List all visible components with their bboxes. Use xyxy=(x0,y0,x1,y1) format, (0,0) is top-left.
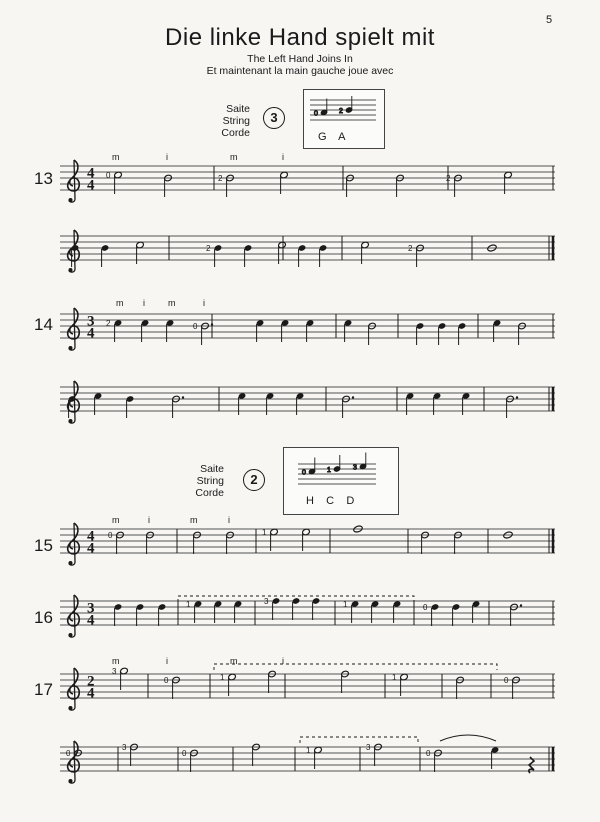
finger-i: i xyxy=(282,152,284,162)
note xyxy=(193,322,213,345)
fingering-number: 1 xyxy=(186,600,191,609)
fingering-number: 0 xyxy=(426,749,431,758)
fingering-number: 1 xyxy=(306,746,311,755)
time-signature-bottom: 4 xyxy=(87,685,95,702)
time-signature-top: 4 xyxy=(87,165,95,182)
note xyxy=(296,392,305,415)
note xyxy=(343,600,359,623)
note xyxy=(136,241,145,264)
fingering-number: 3 xyxy=(122,743,127,752)
note-diagram-staff-2 xyxy=(298,453,376,485)
note xyxy=(392,673,408,696)
note xyxy=(302,528,311,551)
string-label-fr: Corde xyxy=(221,127,250,139)
note xyxy=(266,392,275,415)
string-label-de: Saite xyxy=(200,463,224,475)
note xyxy=(94,392,103,415)
note xyxy=(438,322,447,345)
fingering-number: 2 xyxy=(408,244,413,253)
note xyxy=(371,600,380,623)
note xyxy=(220,673,236,696)
time-signature-top: 3 xyxy=(87,600,95,617)
time-signature-top: 4 xyxy=(87,528,95,545)
time-signature-top: 3 xyxy=(87,313,95,330)
note xyxy=(158,603,167,626)
exercise-number-17: 17 xyxy=(34,680,53,699)
time-signature-bottom: 4 xyxy=(87,540,95,557)
finger-i: i xyxy=(203,298,205,308)
finger-i: i xyxy=(166,656,168,666)
note xyxy=(182,749,198,772)
string-label-de: Saite xyxy=(226,103,250,115)
subtitle-english: The Left Hand Joins In xyxy=(247,53,353,65)
note xyxy=(344,319,353,342)
note xyxy=(292,597,301,620)
fingering-number: 0 xyxy=(193,322,198,331)
note xyxy=(433,392,442,415)
note xyxy=(186,600,202,623)
note xyxy=(306,746,322,769)
note xyxy=(493,319,502,342)
note xyxy=(504,171,513,194)
note xyxy=(112,667,128,690)
note xyxy=(458,322,467,345)
page-number: 5 xyxy=(546,14,553,26)
subtitle-french: Et maintenant la main gauche joue avec xyxy=(206,65,394,77)
finger-m: m xyxy=(112,515,120,525)
fingering-number: 1 xyxy=(327,467,331,474)
time-signature-bottom: 4 xyxy=(87,177,95,194)
fingering-number: 3 xyxy=(353,464,357,472)
position-bracket xyxy=(214,664,497,670)
note xyxy=(136,603,145,626)
note xyxy=(108,531,124,554)
fingering-number: 2 xyxy=(218,174,223,183)
fingering-number: 1 xyxy=(220,673,225,682)
note xyxy=(416,322,425,345)
note xyxy=(166,319,175,342)
note xyxy=(312,597,321,620)
note xyxy=(234,600,243,623)
note xyxy=(262,528,278,551)
note xyxy=(278,241,287,264)
finger-i: i xyxy=(282,656,284,666)
exercise-number-15: 15 xyxy=(34,536,53,555)
note xyxy=(491,746,500,769)
note xyxy=(122,743,138,766)
fingering-number: 0 xyxy=(164,676,169,685)
fingering-number: 0 xyxy=(106,171,111,180)
string-number-2: 2 xyxy=(243,469,265,491)
exercise-number-14: 14 xyxy=(34,315,53,334)
time-signature-bottom: 4 xyxy=(87,325,95,342)
note-diagram-staff-1 xyxy=(310,96,376,120)
exercise-number-13: 13 xyxy=(34,169,53,188)
fingering-number: 1 xyxy=(343,600,348,609)
finger-m: m xyxy=(112,152,120,162)
string-label-en: String xyxy=(222,115,250,127)
note xyxy=(264,597,280,620)
fingering-number: 2 xyxy=(446,174,451,183)
note xyxy=(164,676,180,699)
tie xyxy=(440,735,496,741)
fingering-number: 1 xyxy=(392,673,397,682)
note xyxy=(366,743,382,766)
string-number-3: 3 xyxy=(263,107,285,129)
note xyxy=(106,319,122,342)
note xyxy=(106,171,122,194)
finger-i: i xyxy=(166,152,168,162)
note xyxy=(141,319,150,342)
note xyxy=(408,244,424,267)
note xyxy=(126,395,135,418)
fingering-number: 0 xyxy=(302,469,306,477)
fingering-number: 1 xyxy=(262,528,267,537)
note xyxy=(101,244,110,267)
note xyxy=(319,244,328,267)
fingering-number: 3 xyxy=(264,597,269,606)
note xyxy=(206,244,222,267)
finger-i: i xyxy=(143,298,145,308)
time-signature-bottom: 4 xyxy=(87,612,95,629)
fingering-number: 2 xyxy=(206,244,211,253)
fingering-number: 0 xyxy=(504,676,509,685)
note xyxy=(114,603,123,626)
exercise-number-16: 16 xyxy=(34,608,53,627)
note xyxy=(462,392,471,415)
fingering-number: 0 xyxy=(182,749,187,758)
position-bracket xyxy=(300,737,418,743)
note xyxy=(423,603,439,626)
finger-m: m xyxy=(168,298,176,308)
finger-m: m xyxy=(230,152,238,162)
fingering-number: 3 xyxy=(366,743,371,752)
fingering-number: 0 xyxy=(108,531,113,540)
finger-m: m xyxy=(230,656,238,666)
finger-m: m xyxy=(112,656,120,666)
note xyxy=(280,171,289,194)
note-names-2: H C D xyxy=(306,495,355,507)
note xyxy=(452,603,461,626)
note xyxy=(361,241,370,264)
note xyxy=(298,244,307,267)
note-names-1: G A xyxy=(318,131,346,143)
note xyxy=(306,319,315,342)
note xyxy=(472,600,481,623)
finger-i: i xyxy=(148,515,150,525)
finger-m: m xyxy=(116,298,124,308)
note xyxy=(504,676,520,699)
note xyxy=(244,244,253,267)
note xyxy=(238,392,247,415)
fingering-number: 0 xyxy=(423,603,428,612)
note xyxy=(214,600,223,623)
note xyxy=(393,600,402,623)
note xyxy=(256,319,265,342)
note xyxy=(426,749,442,772)
string-label-en: String xyxy=(196,475,224,487)
string-label-fr: Corde xyxy=(195,487,224,499)
fingering-number: 2 xyxy=(106,319,111,328)
time-signature-top: 2 xyxy=(87,673,95,690)
note xyxy=(406,392,415,415)
fingering-number: 2 xyxy=(339,108,343,115)
finger-i: i xyxy=(228,515,230,525)
page-title: Die linke Hand spielt mit xyxy=(165,24,435,51)
fingering-number: 0 xyxy=(66,749,71,758)
note xyxy=(281,319,290,342)
fingering-number: 3 xyxy=(112,667,117,676)
note xyxy=(218,174,234,197)
fingering-number: 0 xyxy=(314,110,318,118)
finger-m: m xyxy=(190,515,198,525)
